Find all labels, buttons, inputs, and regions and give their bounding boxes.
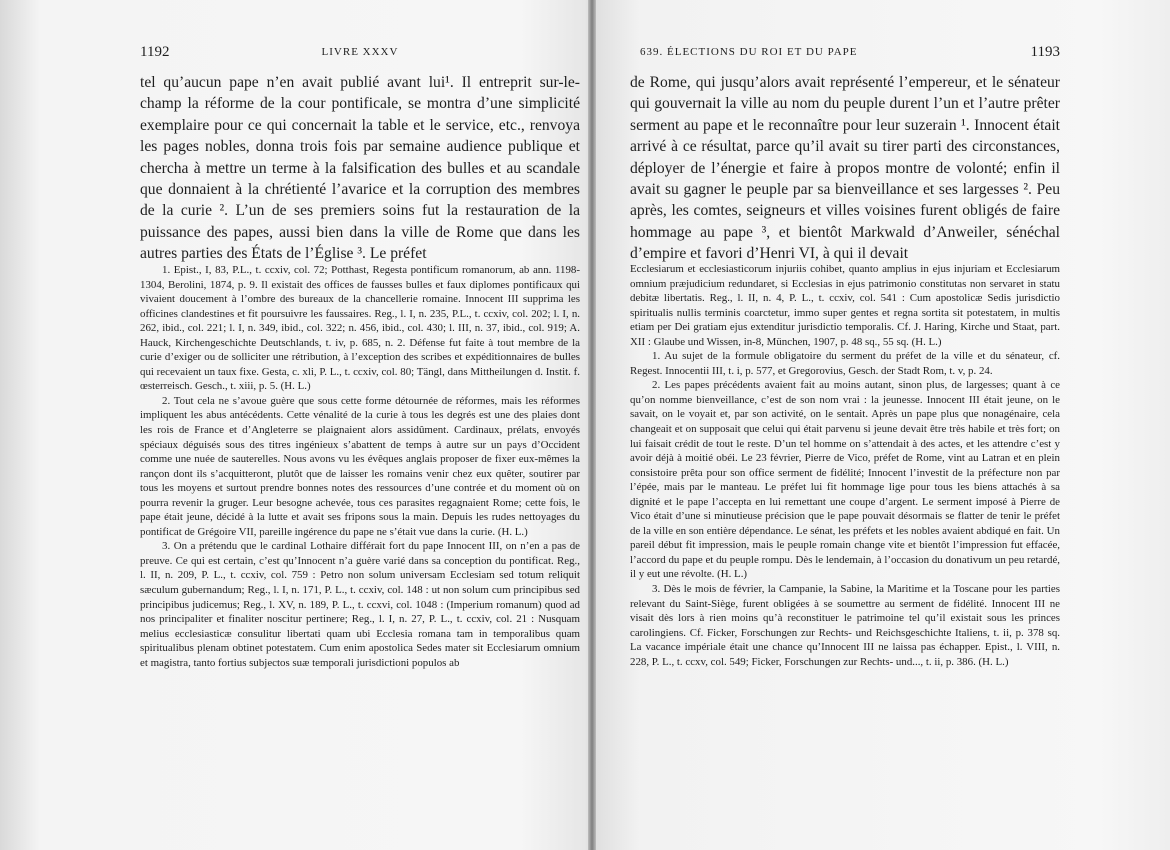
left-footnote-2: 2. Tout cela ne s’avoue guère que sous cette forme détournée de réformes, mais les réformes impliquent les abus antécédents. Cette vénalité de la curie à tous les degrés est une des plaies dont les rois de France et d’Angleterre se plaignaient alors assidûment. Cardinaux, prélats, envoyés spéciaux déguisés sous des titres ingénieux s’abattent de temps à autre sur un pays d’Occident comme une nuée de sauterelles. Nous avons vu les évêques anglais proposer de fixer eux-mêmes la rançon dont ils s’acquitteront, plutôt que de laisser les romains venir chez eux quêter, soutirer par tous les moyens et surtout prendre bonnes notes des ressources d’une contrée et du moment où on pourra revenir la gruger. Leur besogne achevée, tous ces parasites regagnaient Rome; cette fois, le pape était jeune, décidé à la lutte et avait ses fripons sous la main. Depuis les rudes nettoyages du pontificat de Grégoire VII, pareille ingérence du pape ne s’était vue dans la curie. (H. L.) — [140, 394, 580, 538]
right-page — [630, 0, 1060, 850]
left-page-number: 1192 — [140, 44, 170, 60]
right-footnotes — [630, 262, 1060, 669]
right-running-head: 639. ÉLECTIONS DU ROI ET DU PAPE — [640, 46, 858, 58]
left-footnotes — [140, 263, 580, 670]
left-page-header — [140, 46, 580, 62]
right-main-text: de Rome, qui jusqu’alors avait représenté l’empereur, et le sénateur qui gouvernait la ville au nom du peuple durent l’un et l’autre prêter serment au pape et le reconnaître pour leur suzerain ¹. Innocent était arrivé à ce résultat, parce qu’il avait su tirer parti des circonstances, déployer de l’énergie et faire à propos montre de volonté; enfin il avait su gagner le peuple par sa bienveillance et ses largesses ². Peu après, les comtes, seigneurs et villes voisines furent obligés de faire hommage au pape ³, et bientôt Markwald d’Anweiler, sénéchal d’empire et favori d’Henri VI, à qui il devait — [630, 74, 1060, 263]
right-page-number: 1193 — [1030, 44, 1060, 60]
left-page — [140, 0, 580, 850]
book-gutter — [588, 0, 596, 850]
right-page-header — [630, 46, 1060, 62]
left-main-text: tel qu’aucun pape n’en avait publié avant lui¹. Il entreprit sur-le-champ la réforme de la cour pontificale, se montra d’une simplicité exemplaire pour ce qui concernait la table et le service, etc., renvoya les pages nobles, donna trois fois par semaine audience publique et chercha à mettre un terme à la falsification des bulles et au scandale que donnaient à la chrétienté l’avarice et la corruption des membres de la curie ². L’un de ses premiers soins fut la restauration de la puissance des papes, aussi bien dans la ville de Rome que dans les autres parties des États de l’Église ³. Le préfet — [140, 74, 580, 263]
left-footnote-3: 3. On a prétendu que le cardinal Lothaire différait fort du pape Innocent III, on n’en a pas de preuve. Ce qui est certain, c’est qu’Innocent n’a guère varié dans sa conception du pontificat. Reg., l. II, n. 209, P. L., t. ccxiv, col. 759 : Petro non solum universam Ecclesiam sed totum reliquit sæculum gubernandum; Reg., l. I, n. 171, P. L., t. ccxiv, col. 148 : ut non solum cum principibus sed principibus judicemus; Reg., l. XV, n. 189, P. L., t. ccxvi, col. 1048 : (Imperium romanum) quod ad nos principaliter et finaliter noscitur pertinere; Reg., l. I, n. 27, P. L., t. ccxiv, col. 21 : Nusquam melius ecclesiasticæ consulitur libertati quam ubi Ecclesia romana tam in temporalibus quam spiritualibus plenam obtinet potestatem. Cum enim apostolica Sedes mater sit Ecclesiarum omnium et magistra, tanto fortius subjectos suæ temporali jurisdictioni populos ab — [140, 540, 580, 669]
right-footnote-continuation: Ecclesiarum et ecclesiasticorum injuriis cohibet, quanto amplius in ejus injuriam et Ecclesiarum omnium præjudicium redundaret, si Ecclesias in ejus patrimonio constitutas non servaret in statu debitæ libertatis. Reg., l. II, n. 4, P. L., t. ccxiv, col. 541 : Cum apostolicæ Sedis jurisdictio spiritualis nullis terminis coarctetur, immo super gentes et regna sortita sit potestatem, in multis etiam per Dei gratiam ejus extenditur jurisdictio temporalis. Cf. J. Haring, Kirche und Staat, part. XII : Glaube und Wissen, in-8, München, 1907, p. 48 sq., 55 sq. (H. L.) — [630, 263, 1060, 348]
right-footnote-2: 2. Les papes précédents avaient fait au moins autant, sinon plus, de largesses; quant à ce qu’on nomme bienveillance, c’est de son nom vrai : la jeunesse. Innocent III était jeune, on le savait, on le voyait et, par son activité, on le sentait. Après un pape plus que nonagénaire, cela changeait et on supposait que celui qui était parvenu si jeune devait être très habile et très fort; on lui faisait crédit de tout le reste. D’un tel homme on s’attendait à des actes, et les attendre c’est y avoir déjà à moitié obéi. Le 23 février, Pierre de Vico, préfet de Rome, vint au Latran et en plein consistoire prêta pour son office serment de fidélité; Innocent l’investit de la préfecture non par l’épée, mais par le manteau. Le préfet lui fit hommage lige pour tous les biens attachés à sa dignité et le pape l’accepta en lui remettant une coupe d’argent. Le serment imposé à Pierre de Vico était d’une si minutieuse précision que le pape pouvait désormais se flatter de tenir le préfet de la ville en son entière dépendance. Le sénat, les préfets et les nobles avaient abdiqué en fait. Un pareil début fit impression, mais le peuple romain change vite et bientôt l’impression fut effacée, l’accord du pape et du peuple rompu. Dès le lendemain, à l’occasion du donativum un peu retardé, il y eut une révolte. (H. L.) — [630, 379, 1060, 581]
left-running-head: LIVRE XXXV — [321, 46, 399, 58]
right-footnote-3: 3. Dès le mois de février, la Campanie, la Sabine, la Maritime et la Toscane pour les parties relevant du Saint-Siège, furent obligées à se soumettre au serment de fidélité. Innocent III ne visait dès lors à rien moins qu’à reconstituer le patrimoine tel qu’il existait sous les princes carolingiens. Cf. Ficker, Forschungen zur Rechts- und Reichsgeschichte Italiens, t. ii, p. 378 sq. La vacance impériale était une chance qu’Innocent III ne laissa pas échapper. Epist., l. VIII, n. 228, P. L., t. ccxv, col. 549; Ficker, Forschungen zur Rechts- und..., t. ii, p. 386. (H. L.) — [630, 583, 1060, 668]
right-footnote-1: 1. Au sujet de la formule obligatoire du serment du préfet de la ville et du sénateur, cf. Regest. Innocentii III, t. i, p. 577, et Gregorovius, Gesch. der Stadt Rom, t. v, p. 24. — [630, 350, 1060, 377]
left-footnote-1: 1. Epist., I, 83, P.L., t. ccxiv, col. 72; Potthast, Regesta pontificum romanorum, ab ann. 1198-1304, Berolini, 1874, p. 9. Il existait des offices de fausses bulles et faux diplomes pontificaux qui vivaient doucement à l’ombre des bureaux de la chancellerie romaine. Innocent III supprima les officines clandestines et fit poursuivre les faussaires. Reg., l. I, n. 235, P.L., t. ccxiv, col. 202; l. I, n. 262, ibid., col. 221; l. I, n. 349, ibid., col. 322; n. 456, ibid., col. 430; l. III, n. 37, ibid., col. 919; A. Hauck, Kirchengeschichte Deutschlands, t. iv, p. 685, n. 2. Défense fut faite à tout membre de la curie d’exiger ou de solliciter une rétribution, à l’exception des scribes et expéditionnaires de bulles qui recevaient un taux fixe. Gesta, c. xli, P. L., t. ccxiv, col. 80; Tängl, dans Mittheilungen d. Instit. f. œsterreisch. Gesch., t. xiii, p. 5. (H. L.) — [140, 264, 580, 393]
